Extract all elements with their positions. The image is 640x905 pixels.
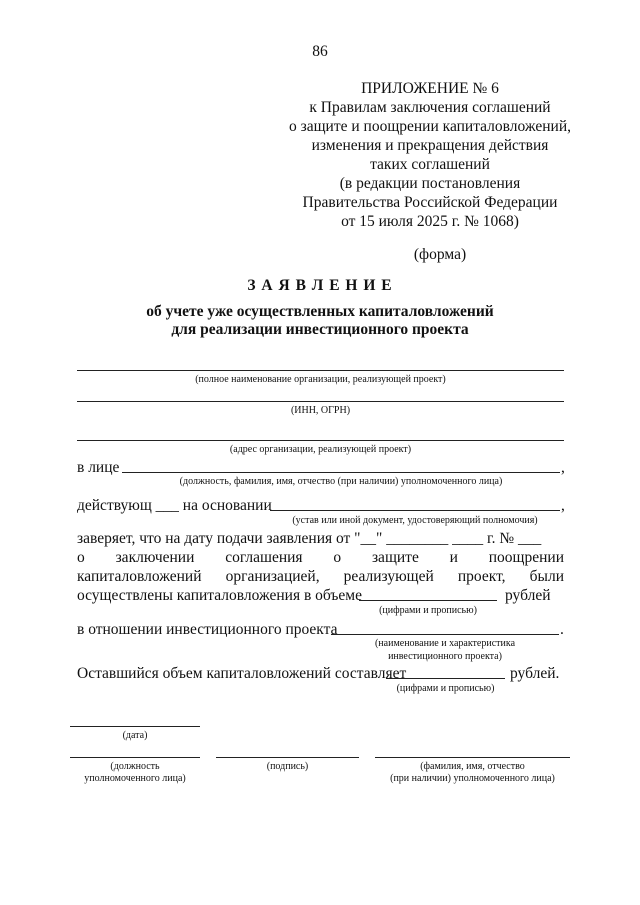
word: о bbox=[333, 549, 342, 566]
position-caption: (должность bbox=[110, 761, 160, 772]
inn-field[interactable] bbox=[77, 401, 564, 402]
appendix-line: о защите и поощрении капиталовложений, bbox=[288, 118, 572, 135]
comma: , bbox=[561, 459, 565, 476]
document-subtitle: об учете уже осуществленных капиталовложений bbox=[146, 303, 494, 320]
appendix-line: от 15 июля 2025 г. № 1068) bbox=[341, 213, 519, 230]
word: организацией, bbox=[225, 568, 320, 585]
appendix-line: изменения и прекращения действия bbox=[311, 137, 549, 154]
project-label: в отношении инвестиционного проекта bbox=[77, 621, 338, 638]
signature-field[interactable] bbox=[216, 757, 359, 758]
person-field[interactable] bbox=[122, 472, 560, 473]
rubles-label: рублей. bbox=[510, 665, 560, 682]
fio-field[interactable] bbox=[375, 757, 570, 758]
address-caption: (адрес организации, реализующей проект) bbox=[229, 444, 412, 455]
word: соглашения bbox=[225, 549, 303, 566]
basis-field[interactable] bbox=[270, 510, 560, 511]
project-caption: инвестиционного проекта) bbox=[388, 651, 502, 662]
word: поощрении bbox=[488, 549, 564, 566]
acting-label: действующ ___ на основании bbox=[77, 497, 272, 514]
in-person-label: в лице bbox=[77, 459, 120, 476]
signature-caption: (подпись) bbox=[266, 761, 309, 772]
document-title: З А Я В Л Е Н И Е bbox=[247, 277, 393, 294]
project-field[interactable] bbox=[331, 634, 559, 635]
volume-label: осуществлены капиталовложения в объеме bbox=[77, 587, 362, 604]
inn-caption: (ИНН, ОГРН) bbox=[290, 405, 351, 416]
certifies-text: заверяет, что на дату подачи заявления от "__" ________ ____ г. № ___ bbox=[77, 530, 542, 547]
amount-field[interactable] bbox=[359, 600, 497, 601]
word: были bbox=[529, 568, 564, 585]
word: капиталовложений bbox=[77, 568, 202, 585]
justified-row bbox=[77, 548, 564, 567]
comma: , bbox=[561, 497, 565, 514]
rubles-label: рублей bbox=[505, 587, 551, 604]
fio-caption: (при наличии) уполномоченного лица) bbox=[390, 773, 555, 784]
person-caption: (должность, фамилия, имя, отчество (при наличии) уполномоченного лица) bbox=[179, 476, 503, 487]
basis-caption: (устав или иной документ, удостоверяющий полномочия) bbox=[292, 515, 538, 526]
word: заключении bbox=[115, 549, 195, 566]
page-number: 86 bbox=[312, 43, 328, 60]
amount-caption: (цифрами и прописью) bbox=[379, 605, 477, 616]
remaining-caption: (цифрами и прописью) bbox=[396, 683, 495, 694]
org-name-caption: (полное наименование организации, реализующей проект) bbox=[195, 374, 446, 385]
document-subtitle: для реализации инвестиционного проекта bbox=[171, 321, 469, 338]
position-caption: уполномоченного лица) bbox=[84, 773, 186, 784]
period: . bbox=[560, 621, 564, 638]
form-label: (форма) bbox=[413, 246, 467, 263]
word: реализующей bbox=[343, 568, 434, 585]
word: проект, bbox=[457, 568, 506, 585]
word: о bbox=[77, 549, 85, 566]
project-caption: (наименование и характеристика bbox=[374, 638, 516, 649]
appendix-line: таких соглашений bbox=[370, 156, 490, 173]
date-field[interactable] bbox=[70, 726, 200, 727]
fio-caption: (фамилия, имя, отчество bbox=[420, 761, 525, 772]
appendix-line: Правительства Российской Федерации bbox=[302, 194, 558, 211]
appendix-header bbox=[280, 79, 580, 264]
appendix-line: (в редакции постановления bbox=[339, 175, 521, 192]
appendix-line: ПРИЛОЖЕНИЕ № 6 bbox=[361, 80, 499, 97]
date-caption: (дата) bbox=[122, 730, 148, 741]
remaining-label: Оставшийся объем капиталовложений составляет bbox=[77, 665, 407, 682]
appendix-line: к Правилам заключения соглашений bbox=[309, 99, 551, 116]
remaining-field[interactable] bbox=[386, 678, 505, 679]
position-field[interactable] bbox=[70, 757, 200, 758]
word: и bbox=[449, 549, 458, 566]
org-name-field[interactable] bbox=[77, 370, 564, 371]
justified-row bbox=[77, 567, 564, 586]
address-field[interactable] bbox=[77, 440, 564, 441]
word: защите bbox=[371, 549, 419, 566]
